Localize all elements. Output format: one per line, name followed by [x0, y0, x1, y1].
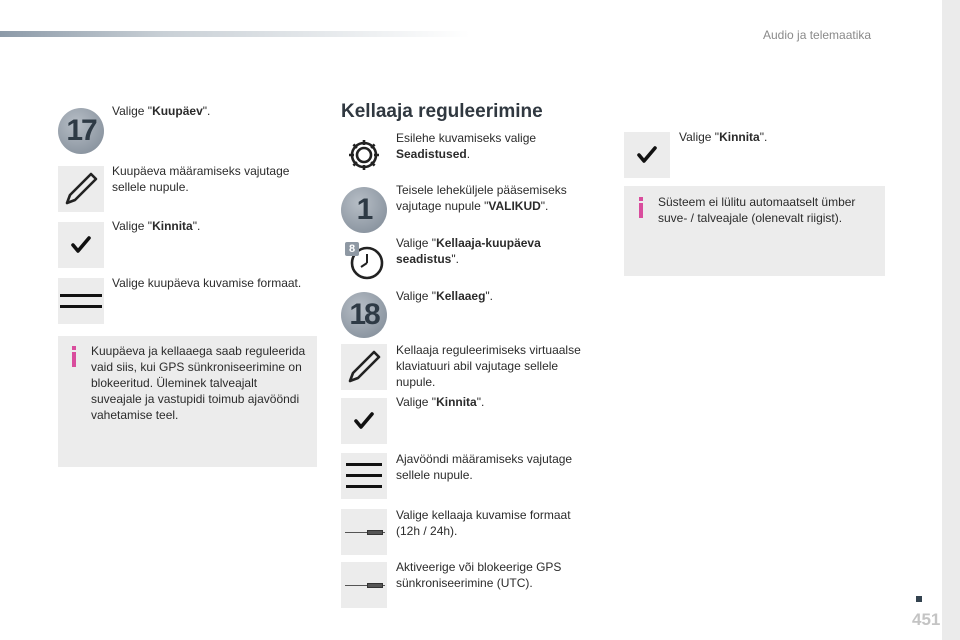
- page-marker: [916, 596, 922, 602]
- date-format-button[interactable]: [58, 278, 104, 324]
- gear-icon: [344, 135, 384, 175]
- edit-date-text: Kuupäeva määramiseks vajutage sellele nupule.: [112, 164, 290, 194]
- settings-button[interactable]: [341, 132, 387, 178]
- step-1-badge: 1: [341, 187, 387, 233]
- confirm-text: Valige "Kinnita".: [396, 395, 485, 409]
- page-edge-strip: [942, 0, 960, 640]
- step-18-badge: 18: [341, 292, 387, 338]
- pencil-icon: [344, 347, 384, 387]
- info-note-text: Kuupäeva ja kellaaega saab reguleerida vaid siis, kui GPS sünkroniseerimine on blokeeritud. Üleminek talveajalt suveajale ja vastupidi toimub ajavööndi vahetamise teel.: [91, 344, 306, 422]
- timezone-text: Ajavööndi määramiseks vajutage sellele nupule.: [396, 452, 573, 482]
- gps-sync-toggle[interactable]: [341, 562, 387, 608]
- info-note-text: Süsteem ei lülitu automaatselt ümber suve- / talveajale (olenevalt riigist).: [658, 195, 856, 225]
- edit-time-button[interactable]: [341, 344, 387, 390]
- header-accent-bar: [0, 31, 470, 37]
- checkmark-icon: [69, 233, 93, 257]
- list-icon: [345, 460, 383, 492]
- confirm-button[interactable]: [341, 398, 387, 444]
- info-note: [624, 186, 885, 276]
- date-format-text: Valige kuupäeva kuvamise formaat.: [112, 276, 302, 290]
- timezone-button[interactable]: [341, 453, 387, 499]
- section-label: Audio ja telemaatika: [763, 28, 872, 42]
- info-icon: [72, 352, 76, 367]
- confirm-text: Valige "Kinnita".: [112, 219, 201, 233]
- time-format-toggle[interactable]: [341, 509, 387, 555]
- clock-icon: [341, 238, 387, 284]
- confirm-button[interactable]: [624, 132, 670, 178]
- step-18-text: Valige "Kellaaeg".: [396, 289, 494, 303]
- format-bar-icon: [59, 291, 103, 311]
- settings-text: Esilehe kuvamiseks valige Seadistused.: [396, 131, 537, 161]
- info-icon: [639, 203, 643, 218]
- step-17-text: Valige "Kuupäev".: [112, 104, 211, 118]
- section-heading: Kellaaja reguleerimine: [341, 101, 543, 122]
- step-17-badge: 17: [58, 108, 104, 154]
- gps-sync-text: Aktiveerige või blokeerige GPS sünkroniseerimine (UTC).: [396, 560, 562, 590]
- step-1-text: Teisele leheküljele pääsemiseks vajutage nupule "VALIKUD".: [396, 183, 567, 213]
- checkmark-icon: [635, 143, 659, 167]
- edit-date-button[interactable]: [58, 166, 104, 212]
- edit-time-text: Kellaaja reguleerimiseks virtuaalse klaviatuuri abil vajutage sellele nupule.: [396, 343, 581, 389]
- page-number: 451: [912, 610, 941, 629]
- pencil-icon: [61, 169, 101, 209]
- time-format-text: Valige kellaaja kuvamise formaat (12h / 24h).: [396, 508, 571, 538]
- checkmark-icon: [352, 409, 376, 433]
- toggle-knob: [367, 530, 383, 535]
- clock-settings-text: Valige "Kellaaja-kuupäeva seadistus".: [396, 236, 541, 266]
- confirm-button[interactable]: [58, 222, 104, 268]
- toggle-knob: [367, 583, 383, 588]
- confirm-text: Valige "Kinnita".: [679, 130, 768, 144]
- clock-tile-badge: 8: [349, 243, 356, 255]
- clock-settings-button[interactable]: [341, 238, 387, 284]
- info-note: [58, 336, 317, 467]
